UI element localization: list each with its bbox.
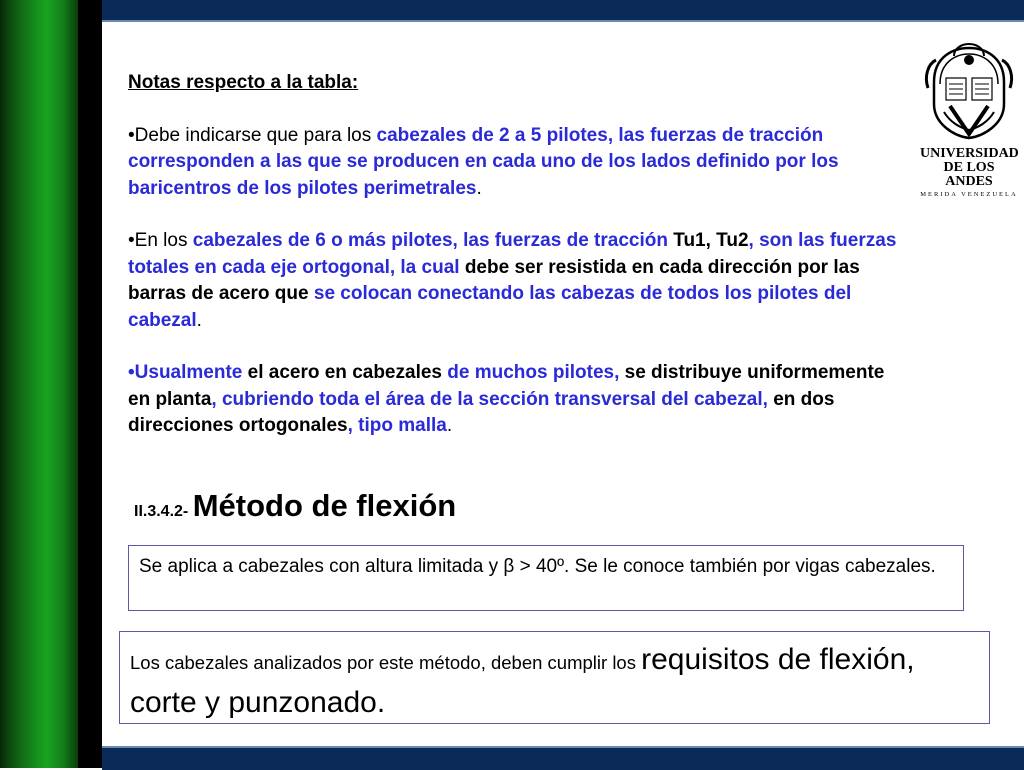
note-3-black-3: en dos direcciones ortogonales: [128, 388, 835, 436]
logo-line-2: DE LOS ANDES: [943, 160, 995, 189]
section-title: Método de flexión: [192, 488, 457, 523]
note-1-intro: •Debe indicarse que para los: [128, 124, 377, 146]
note-1-highlight: cabezales de 2 a 5 pilotes, las fuerzas de tracción corresponden a las que se producen en cada uno de los lados definido por los baricentros de los pilotes perimetrales: [128, 124, 839, 199]
top-bar: [102, 0, 1024, 22]
bottom-bar: [102, 746, 1024, 770]
note-2-end: .: [196, 309, 202, 331]
note-1-end: .: [476, 177, 482, 199]
note-3-black-1: el acero en cabezales: [242, 362, 448, 383]
notes-heading: Notas respecto a la tabla:: [128, 72, 359, 93]
logo-line-3: MERIDA VENEZUELA: [920, 191, 1018, 198]
left-green-band: [0, 0, 78, 768]
note-3-highlight-1: •Usualmente: [128, 362, 243, 383]
note-2-highlight-3: se colocan conectando las cabezas de todos los pilotes del cabezal: [128, 283, 852, 331]
note-2-black-2: debe ser resistida en cada dirección por las barras de acero que: [128, 256, 860, 304]
logo-line-1: UNIVERSIDAD: [920, 146, 1019, 161]
note-3-highlight-4: , tipo malla: [347, 415, 447, 436]
notes-block: [128, 70, 908, 440]
left-black-band: [78, 0, 102, 768]
requirements-intro: Los cabezales analizados por este método, deben cumplir los: [130, 652, 642, 673]
requirements-box: [119, 631, 990, 724]
note-3-highlight-2: de muchos pilotes,: [447, 362, 620, 383]
note-2-highlight-2: , son las fuerzas totales en cada eje ortogonal, la cual: [128, 230, 897, 278]
note-3-black-2: se distribuye uniformemente en planta: [128, 362, 885, 410]
note-paragraph-3: [128, 360, 908, 440]
requirements-end: .: [376, 686, 386, 719]
note-3-end: .: [446, 415, 453, 436]
section-heading: [134, 488, 456, 524]
note-2-highlight-1: cabezales de 6 o más pilotes, las fuerzas de tracción: [192, 230, 668, 251]
note-2-intro: •En los: [128, 230, 193, 251]
note-3-highlight-3: , cubriendo toda el área de la sección transversal del cabezal,: [211, 388, 768, 410]
note-paragraph-1: [128, 123, 908, 203]
university-logo: [920, 42, 1018, 198]
note-paragraph-2: [128, 228, 908, 334]
section-number: II.3.4.2-: [134, 503, 193, 520]
note-2-black-1: Tu1, Tu2: [667, 230, 749, 251]
university-seal-icon: [920, 42, 1018, 142]
definition-text: Se aplica a cabezales con altura limitada y β > 40º. Se le conoce también por vigas cabezales.: [139, 556, 936, 577]
definition-box: [128, 545, 964, 611]
requirements-highlight: requisitos de flexión, corte y punzonado: [130, 643, 915, 719]
